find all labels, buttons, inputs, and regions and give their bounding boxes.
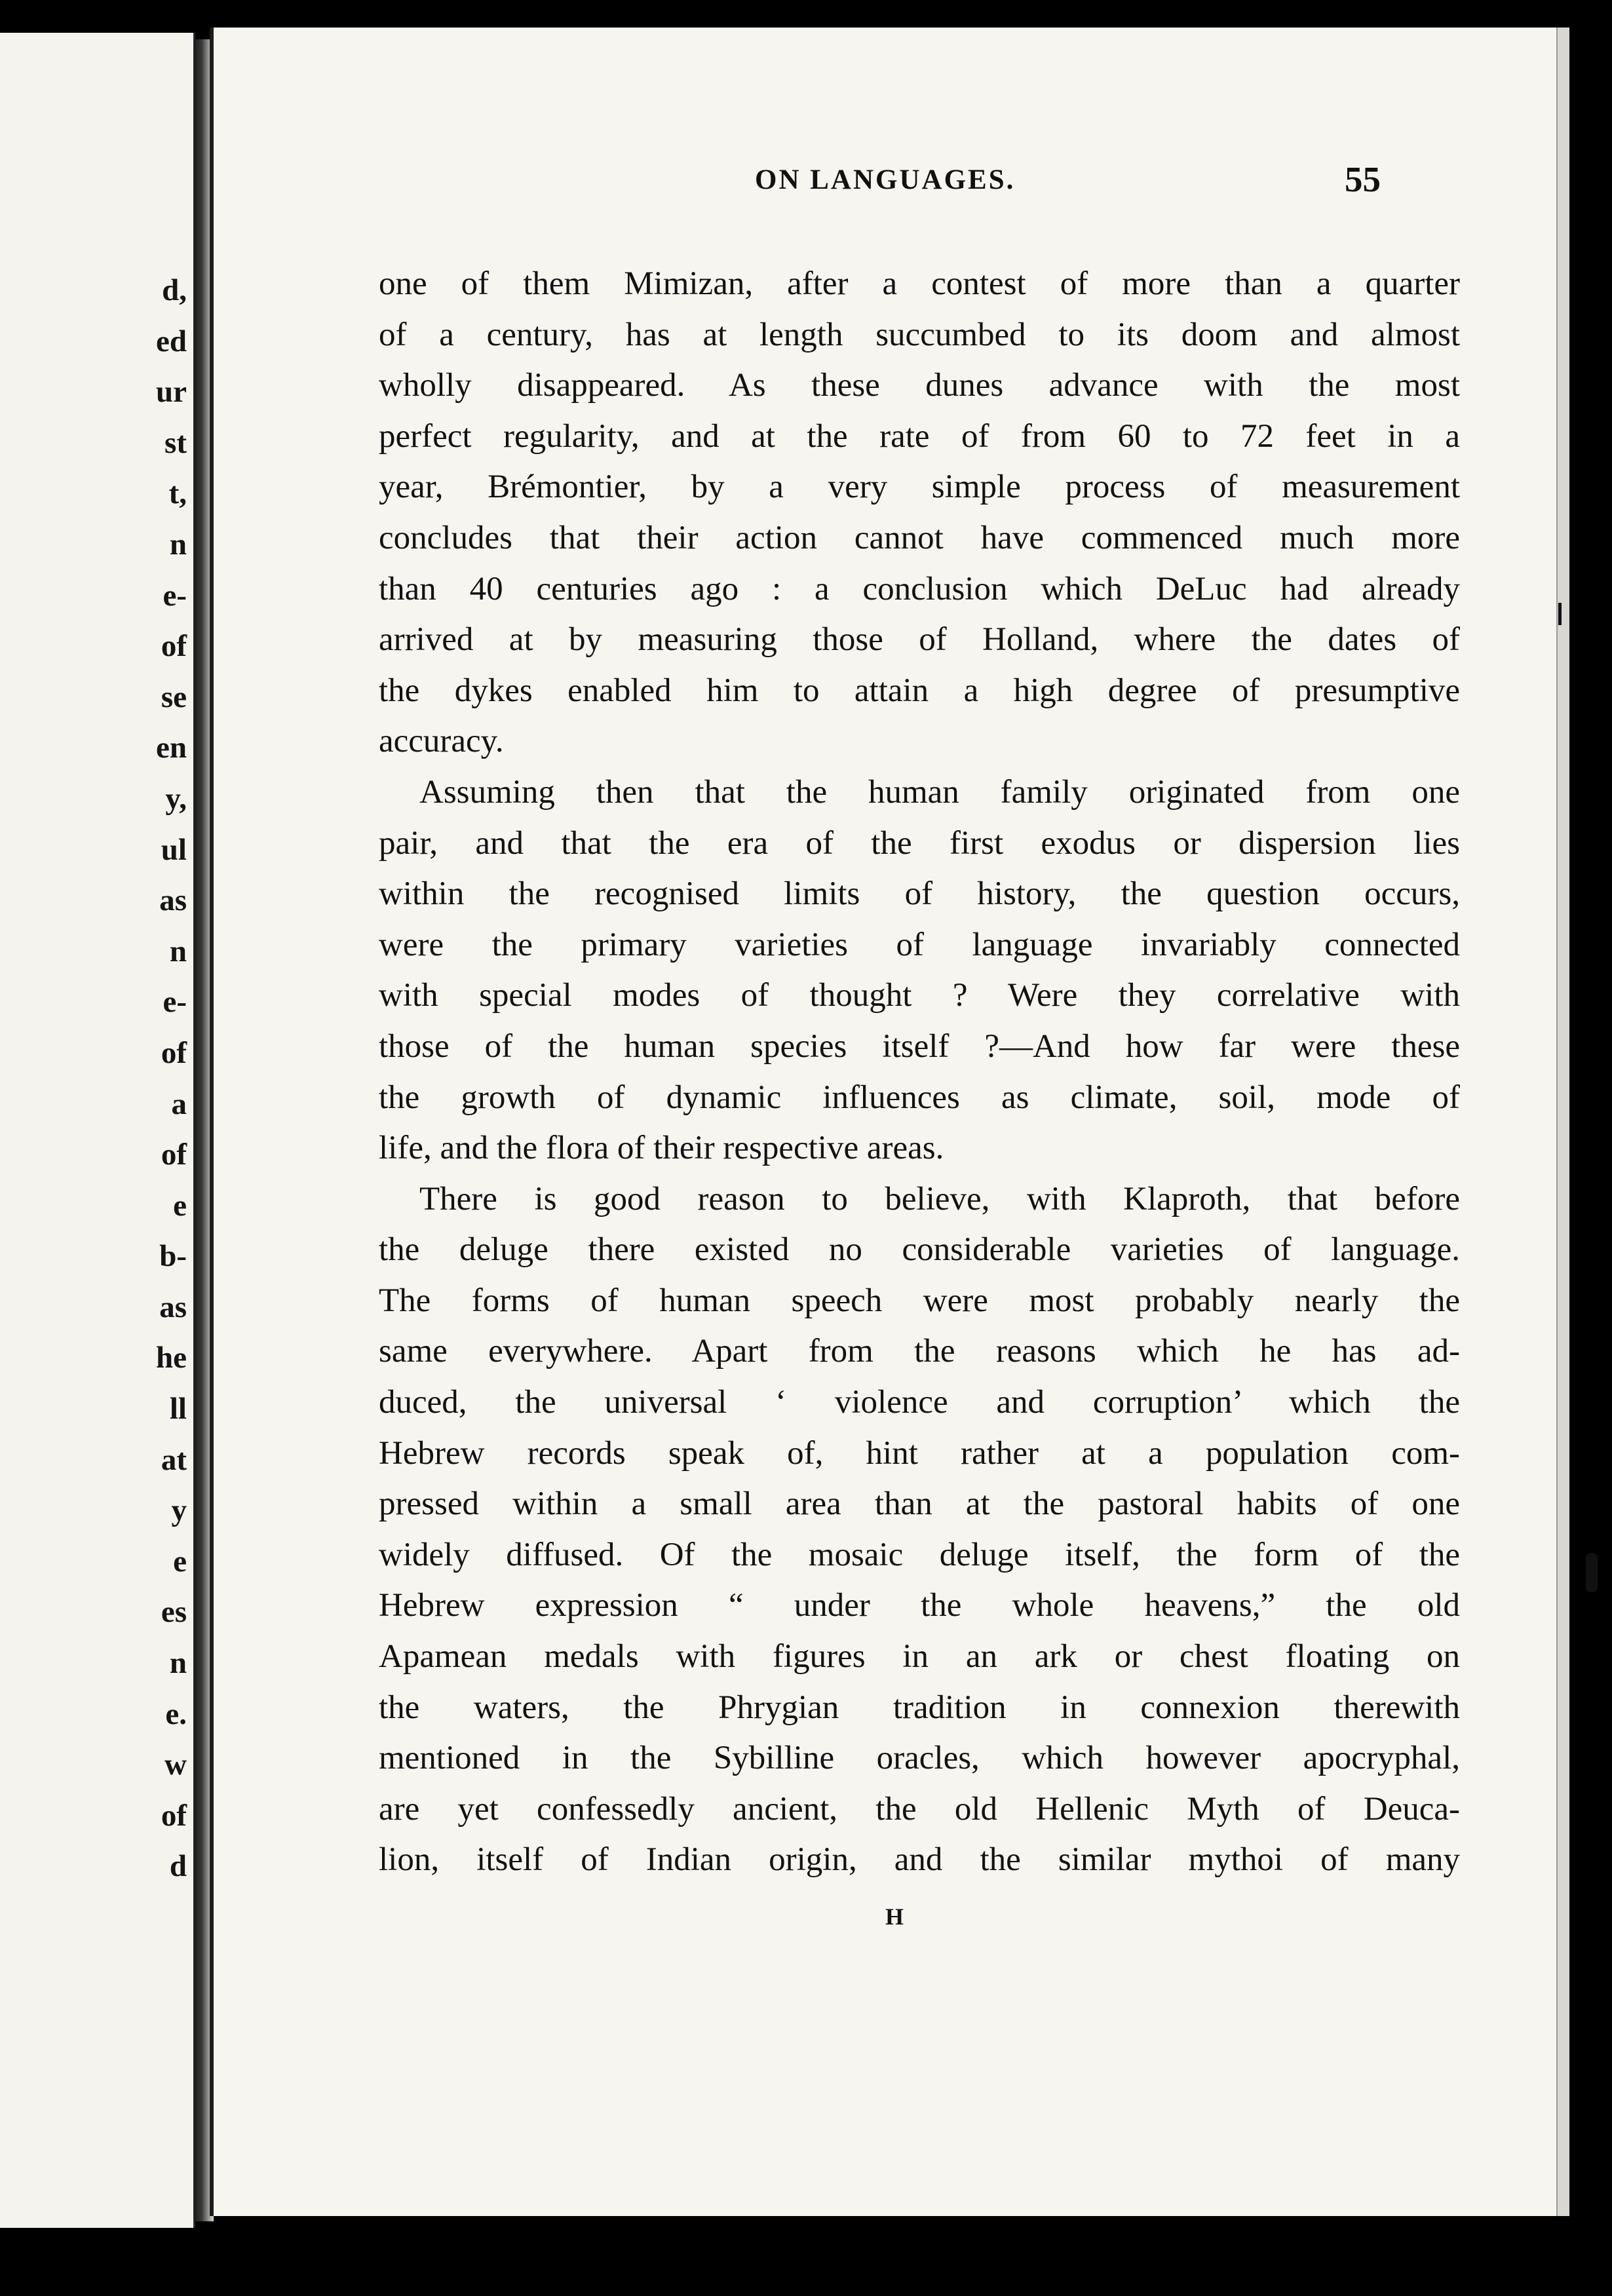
text-line: Hebrew expression “ under the whole heavens,” the old bbox=[379, 1587, 1460, 1624]
left-fragment: d bbox=[169, 1849, 187, 1884]
text-line: the dykes enabled him to attain a high degree of presumptive bbox=[379, 672, 1460, 709]
text-line: life, and the flora of their respective areas. bbox=[379, 1130, 944, 1167]
text-line: were the primary varieties of language invariably connected bbox=[379, 926, 1460, 963]
left-fragment: e bbox=[173, 1544, 187, 1578]
text-line: year, Brémontier, by a very simple process of measurement bbox=[379, 469, 1460, 506]
text-line: accuracy. bbox=[379, 723, 504, 760]
text-line: one of them Mimizan, after a contest of more than a quarter bbox=[379, 265, 1460, 302]
left-fragment: at bbox=[161, 1442, 187, 1477]
text-line: those of the human species itself ?—And how far were these bbox=[379, 1027, 1460, 1065]
text-line: within the recognised limits of history, the question occurs, bbox=[379, 875, 1460, 913]
body-text bbox=[379, 259, 1460, 1886]
left-fragment: n bbox=[169, 1646, 187, 1681]
left-fragment: ll bbox=[169, 1392, 187, 1426]
left-fragment: n bbox=[169, 934, 187, 968]
edge-clip-mark bbox=[1586, 1553, 1598, 1592]
text-line: The forms of human speech were most probably nearly the bbox=[379, 1282, 1460, 1319]
left-fragment: e bbox=[173, 1188, 187, 1223]
text-line: Hebrew records speak of, hint rather at a population com- bbox=[379, 1434, 1460, 1472]
left-fragment: of bbox=[161, 1798, 187, 1833]
left-fragment: se bbox=[161, 679, 187, 714]
text-line: with special modes of thought ? Were they correlative with bbox=[379, 977, 1460, 1014]
page-edge bbox=[1556, 28, 1569, 2216]
left-fragment: he bbox=[156, 1341, 187, 1375]
left-fragment: ur bbox=[156, 375, 187, 410]
left-fragment: a bbox=[171, 1086, 187, 1121]
left-fragment: en bbox=[156, 731, 187, 765]
text-line: wholly disappeared. As these dunes advance with the most bbox=[379, 367, 1460, 404]
text-line: Assuming then that the human family originated from one bbox=[419, 773, 1460, 811]
left-fragment: y, bbox=[165, 781, 187, 816]
text-line: than 40 centuries ago : a conclusion which DeLuc had already bbox=[379, 570, 1460, 607]
text-line: the waters, the Phrygian tradition in connexion therewith bbox=[379, 1689, 1460, 1726]
left-fragment: d, bbox=[162, 273, 187, 307]
text-line: of a century, has at length succumbed to its doom and almost bbox=[379, 316, 1460, 353]
left-fragment: es bbox=[161, 1595, 187, 1630]
text-line: pair, and that the era of the first exodus or dispersion lies bbox=[379, 824, 1460, 862]
left-page-fragment bbox=[0, 33, 195, 2228]
left-fragment: ed bbox=[156, 324, 187, 358]
left-fragment: n bbox=[169, 527, 187, 562]
text-line: same everywhere. Apart from the reasons which he has ad- bbox=[379, 1333, 1460, 1370]
left-fragment: of bbox=[161, 1035, 187, 1070]
text-line: are yet confessedly ancient, the old Hellenic Myth of Deuca- bbox=[379, 1790, 1460, 1827]
text-line: arrived at by measuring those of Holland, where the dates of bbox=[379, 621, 1460, 659]
text-line: Apamean medals with figures in an ark or chest floating on bbox=[379, 1638, 1460, 1675]
left-fragment: y bbox=[171, 1493, 187, 1528]
left-fragment: e- bbox=[163, 985, 187, 1020]
text-line: mentioned in the Sybilline oracles, which however apocryphal, bbox=[379, 1740, 1460, 1777]
left-fragment: of bbox=[161, 1138, 187, 1172]
left-fragment: e. bbox=[165, 1696, 187, 1731]
left-fragment: ul bbox=[161, 832, 187, 867]
page-number: 55 bbox=[1345, 159, 1381, 199]
text-line: lion, itself of Indian origin, and the similar mythoi of many bbox=[379, 1841, 1460, 1879]
text-line: the deluge there existed no considerable varieties of language. bbox=[379, 1231, 1460, 1269]
left-fragment: as bbox=[159, 883, 187, 918]
text-line: duced, the universal ‘ violence and corruption’ which the bbox=[379, 1384, 1460, 1421]
text-line: widely diffused. Of the mosaic deluge itself, the form of the bbox=[379, 1536, 1460, 1573]
left-page-text-column bbox=[156, 265, 187, 1892]
text-line: the growth of dynamic influences as climate, soil, mode of bbox=[379, 1079, 1460, 1116]
left-fragment: of bbox=[161, 629, 187, 664]
left-fragment: t, bbox=[168, 476, 187, 511]
signature-mark: H bbox=[885, 1904, 904, 1930]
text-line: pressed within a small area than at the pastoral habits of one bbox=[379, 1485, 1460, 1523]
left-fragment: e- bbox=[163, 578, 187, 613]
left-fragment: w bbox=[164, 1748, 187, 1782]
right-page bbox=[210, 28, 1556, 2216]
text-line: There is good reason to believe, with Klaproth, that before bbox=[419, 1180, 1460, 1217]
left-fragment: b- bbox=[159, 1239, 187, 1274]
left-fragment: st bbox=[164, 425, 187, 460]
text-line: concludes that their action cannot have commenced much more bbox=[379, 519, 1460, 556]
edge-tick-mark bbox=[1558, 603, 1562, 625]
left-fragment: as bbox=[159, 1290, 187, 1324]
running-head: ON LANGUAGES. bbox=[755, 164, 1016, 195]
text-line: perfect regularity, and at the rate of from 60 to 72 feet in a bbox=[379, 417, 1460, 455]
